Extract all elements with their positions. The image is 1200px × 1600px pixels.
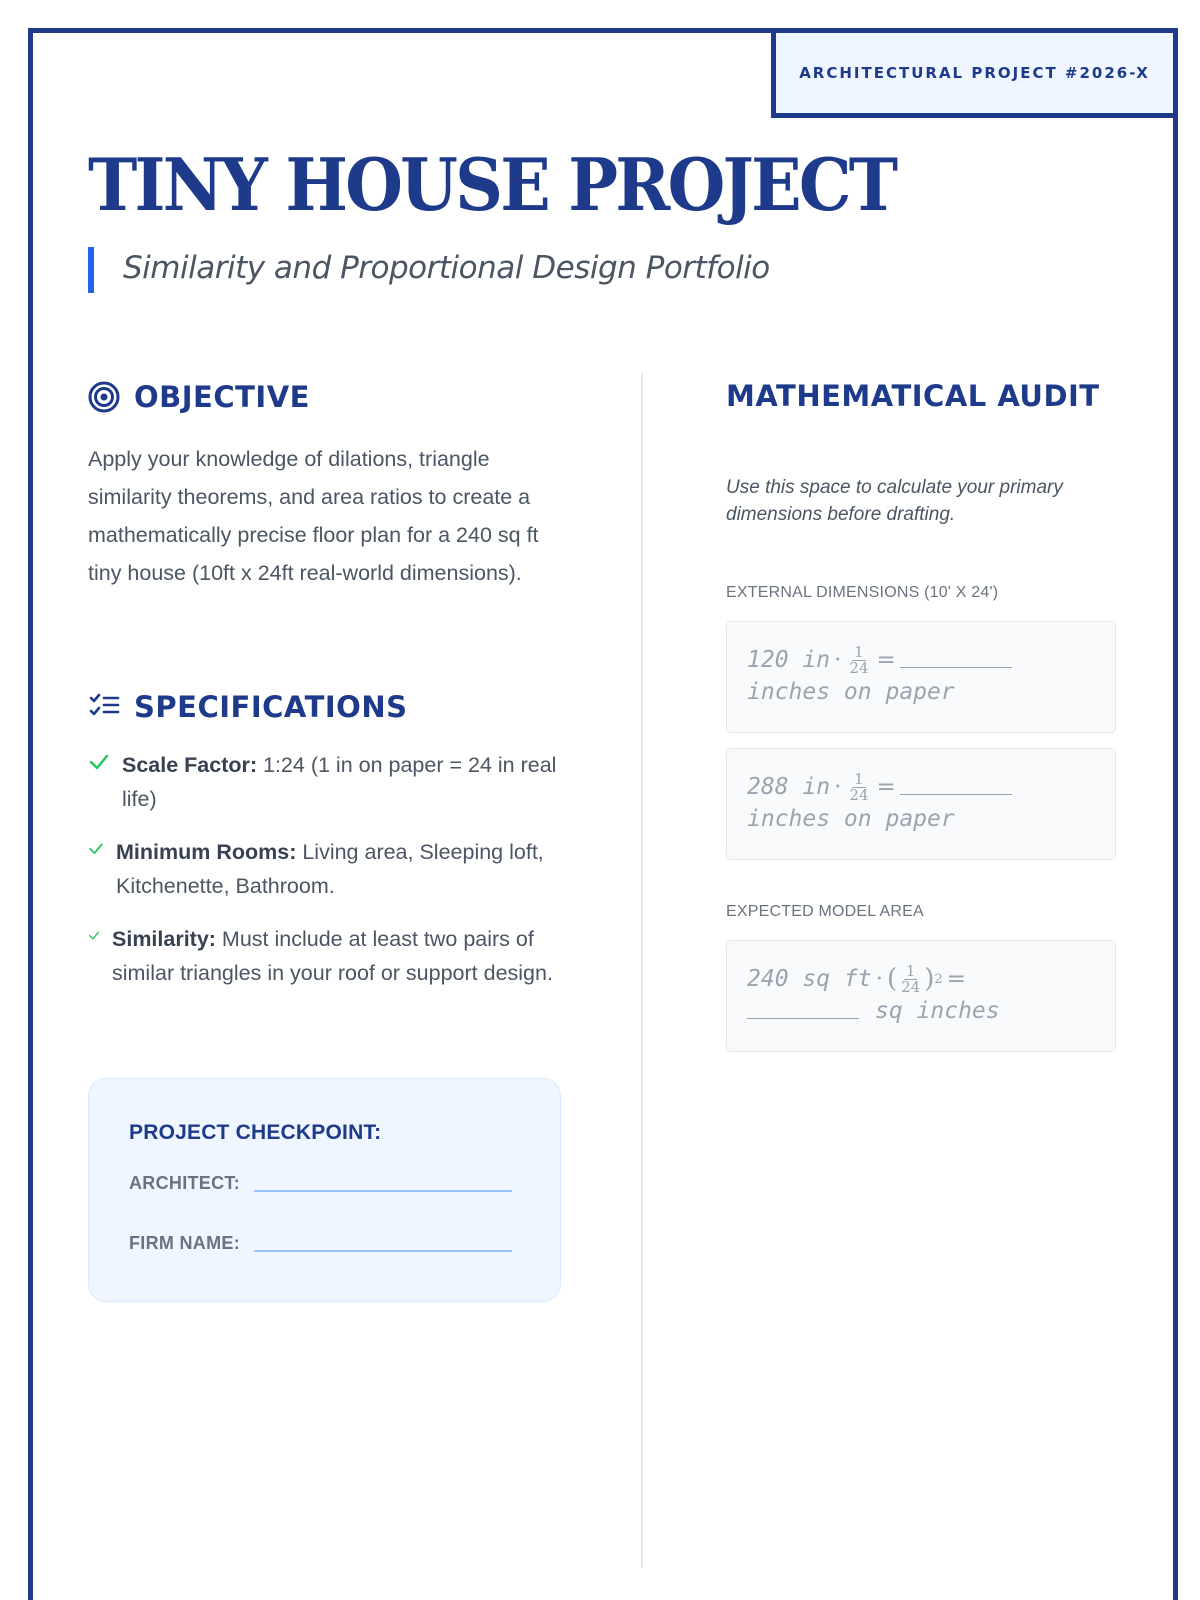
target-icon: [88, 381, 120, 413]
checkmark-icon: [88, 750, 110, 772]
calc-value: 288 in: [747, 774, 831, 800]
firm-row: [129, 1233, 512, 1254]
architect-label: ARCHITECT:: [129, 1173, 240, 1193]
fraction: [849, 769, 869, 804]
equals-operator: =: [946, 966, 966, 992]
answer-blank[interactable]: [747, 1017, 859, 1019]
specifications-list: [88, 748, 568, 1009]
checklist-icon: [88, 691, 120, 723]
list-item: [88, 922, 568, 990]
architect-row: [129, 1173, 512, 1194]
expected-area-label: EXPECTED MODEL AREA: [726, 903, 924, 920]
calc-value: 120 in: [747, 647, 831, 673]
specifications-heading: SPECIFICATIONS: [134, 690, 408, 724]
column-divider: [641, 373, 643, 1568]
objective-header: [88, 380, 310, 414]
page-title: TINY HOUSE PROJECT: [88, 142, 896, 227]
dot-operator: ·: [875, 966, 883, 992]
list-item: [88, 748, 568, 816]
answer-blank[interactable]: [900, 793, 1012, 795]
list-item: [88, 835, 568, 903]
calc-box-length[interactable]: [726, 748, 1116, 860]
fraction-denominator: 24: [901, 977, 921, 996]
fraction-denominator: 24: [849, 658, 869, 677]
checkmark-icon: [88, 837, 104, 859]
audit-heading: MATHEMATICAL AUDIT: [726, 379, 1100, 413]
calc-box-area[interactable]: [726, 940, 1116, 1052]
spec-label: Scale Factor:: [122, 753, 258, 777]
objective-heading: OBJECTIVE: [134, 380, 310, 414]
fraction-numerator: 1: [854, 769, 864, 788]
fraction: [849, 642, 869, 677]
fraction-numerator: 1: [905, 961, 916, 980]
calc-value: 240 sq ft: [747, 966, 872, 992]
dot-operator: ·: [834, 774, 842, 800]
architect-field[interactable]: [254, 1190, 512, 1192]
spec-label: Similarity:: [112, 927, 216, 951]
exponent: 2: [934, 971, 943, 987]
checkpoint-heading: PROJECT CHECKPOINT:: [129, 1121, 382, 1144]
firm-label: FIRM NAME:: [129, 1233, 240, 1253]
checkmark-icon: [88, 924, 100, 946]
spec-label: Minimum Rooms:: [116, 840, 297, 864]
dot-operator: ·: [834, 647, 842, 673]
objective-text: Apply your knowledge of dilations, triangle similarity theorems, and area ratios to create a mathematically precise floor plan for a 240 sq ft tiny house (10ft x 24ft real-world dimensions).: [88, 447, 539, 585]
equals-operator: =: [876, 647, 896, 673]
external-dimensions-label: EXTERNAL DIMENSIONS (10' X 24'): [726, 584, 999, 601]
calc-unit: inches on paper: [747, 806, 955, 832]
spec-text: 1:24 (1 in on paper = 24 in real life): [122, 753, 557, 811]
calc-unit: inches on paper: [747, 679, 955, 705]
paren-close: ): [924, 964, 935, 994]
calc-box-width[interactable]: [726, 621, 1116, 733]
firm-name-field[interactable]: [254, 1250, 512, 1252]
page-subtitle: Similarity and Proportional Design Portfolio: [123, 250, 770, 286]
audit-note: Use this space to calculate your primary dimensions before drafting.: [726, 477, 1063, 525]
spec-text: Living area, Sleeping loft, Kitchenette, Bathroom.: [116, 840, 544, 898]
equals-operator: =: [876, 774, 896, 800]
spec-text: Must include at least two pairs of similar triangles in your roof or support design.: [112, 927, 553, 985]
calc-unit: sq inches: [875, 998, 1000, 1024]
answer-blank[interactable]: [900, 666, 1012, 668]
project-tag-text: ARCHITECTURAL PROJECT #2026-X: [799, 64, 1150, 82]
fraction-denominator: 24: [849, 785, 869, 804]
fraction: [901, 961, 921, 996]
subtitle-accent-bar: [88, 247, 94, 293]
fraction-numerator: 1: [854, 642, 864, 661]
project-checkpoint-card: [88, 1078, 561, 1302]
specifications-header: [88, 690, 407, 724]
paren-open: (: [886, 964, 898, 994]
project-tag: [771, 28, 1178, 118]
